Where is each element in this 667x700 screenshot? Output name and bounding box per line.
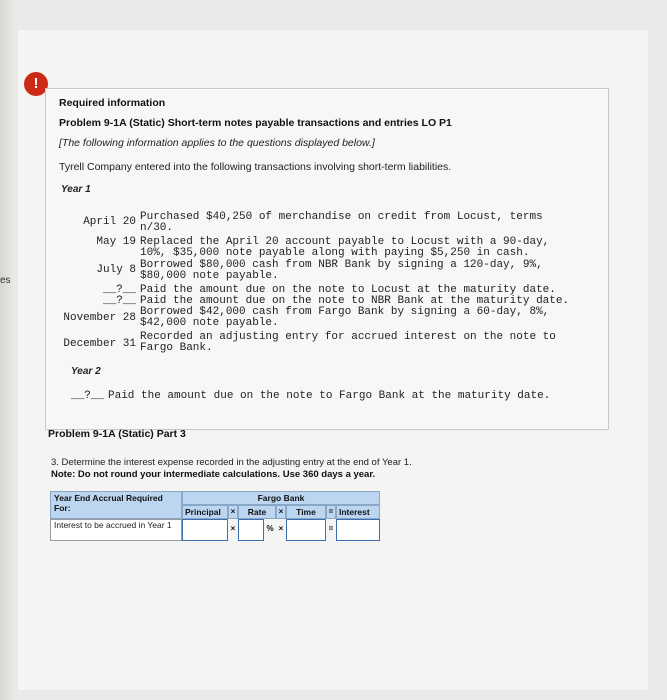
txn-line: Borrowed $80,000 cash from NBR Bank by signing a 120-day, 9%,	[140, 259, 543, 271]
interest-input[interactable]	[336, 519, 380, 541]
txn-line: Replaced the April 20 account payable to Locust with a 90-day,	[140, 236, 550, 248]
txn-date: May 19	[96, 236, 136, 248]
times-op: ×	[278, 524, 284, 533]
txn-line: Paid the amount due on the note to NBR Bank at the maturity date.	[140, 295, 570, 307]
time-header: Time	[286, 505, 326, 519]
fargo-bank-header: Fargo Bank	[182, 491, 380, 505]
times-op: ×	[276, 505, 286, 519]
required-information-card	[45, 88, 609, 430]
equals-op: =	[326, 505, 336, 519]
txn-date: December 31	[63, 338, 136, 350]
required-title: Required information	[59, 97, 166, 109]
txn-line: Borrowed $42,000 cash from Fargo Bank by signing a 60-day, 8%,	[140, 306, 550, 318]
txn-line: Purchased $40,250 of merchandise on credit from Locust, terms	[140, 211, 543, 223]
principal-input[interactable]	[182, 519, 228, 541]
txn-line: Recorded an adjusting entry for accrued interest on the note to	[140, 331, 556, 343]
row-label: Interest to be accrued in Year 1	[50, 519, 182, 541]
txn-line: n/30.	[140, 222, 174, 234]
question-text: 3. Determine the interest expense recorded in the adjusting entry at the end of Year 1.	[51, 457, 412, 468]
intro-text: Tyrell Company entered into the following transactions involving short-term liabilities.	[59, 161, 452, 173]
times-op: ×	[230, 524, 236, 533]
alert-icon: !	[24, 72, 48, 96]
txn-line: $80,000 note payable.	[140, 270, 279, 282]
percent-sign: %	[266, 524, 274, 533]
year1-label: Year 1	[61, 184, 91, 195]
txn-date: April 20	[83, 216, 136, 228]
txn-date: July 8	[96, 264, 136, 276]
times-op: ×	[228, 505, 238, 519]
txn-line: Paid the amount due on the note to Locust at the maturity date.	[140, 284, 556, 296]
txn-date: __?__	[102, 284, 136, 296]
time-input[interactable]	[286, 519, 326, 541]
applies-note: [The following information applies to the questions displayed below.]	[59, 137, 375, 149]
photo-edge	[0, 0, 16, 700]
interest-header: Interest	[336, 505, 380, 519]
part3-title: Problem 9-1A (Static) Part 3	[48, 428, 186, 440]
table-left-header: Year End Accrual Required For:	[50, 491, 182, 519]
txn-line: $42,000 note payable.	[140, 317, 279, 329]
page	[18, 30, 648, 690]
txn-date: __?__	[71, 390, 105, 402]
problem-title: Problem 9-1A (Static) Short-term notes payable transactions and entries LO P1	[59, 117, 452, 129]
txn-line: Paid the amount due on the note to Fargo Bank at the maturity date.	[108, 390, 551, 402]
txn-line: Fargo Bank.	[140, 342, 213, 354]
principal-header: Principal	[182, 505, 228, 519]
txn-date: __?__	[102, 295, 136, 307]
txn-date: November 28	[63, 312, 136, 324]
txn-line: 10%, $35,000 note payable along with paying $5,250 in cash.	[140, 247, 530, 259]
year2-label: Year 2	[71, 366, 101, 377]
question-instruction: Note: Do not round your intermediate calculations. Use 360 days a year.	[51, 469, 376, 480]
rate-header: Rate	[238, 505, 276, 519]
side-text: es	[0, 275, 11, 286]
equals-op: =	[328, 524, 334, 533]
rate-input[interactable]	[238, 519, 264, 541]
